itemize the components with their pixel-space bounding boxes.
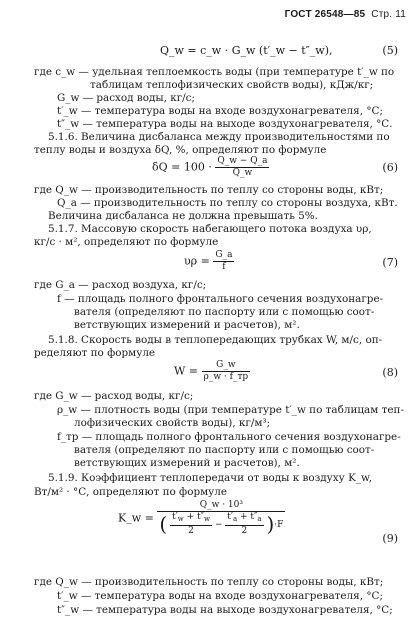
equation-6 <box>152 156 269 179</box>
equation-7-lhs: υρ = <box>184 254 210 268</box>
equation-9-numerator: Q_w · 10³ <box>157 500 285 512</box>
section-517-line-1: 5.1.7. Массовую скорость набегающего потока воздуха υρ, <box>48 223 372 235</box>
section-517-line-2: кг/с · м², определяют по формуле <box>34 236 219 248</box>
def6-line-1: где Q_w — производительность по теплу со стороны воды, кВт; <box>34 184 384 196</box>
def5-line-3: G_w — расход воды, кг/с; <box>57 92 196 104</box>
section-516-line-2: теплу воды и воздуха δQ, %, определяют по формуле <box>34 144 327 156</box>
def8-line-3: лофизических свойств воды), кг/м³; <box>74 417 271 429</box>
def8-line-6: ветствующих измерений и расчетов), м². <box>74 457 300 469</box>
equation-8 <box>174 360 250 383</box>
equation-5: Q_w = c_w · G_w (t′_w − t″_w), <box>160 44 333 57</box>
equation-5-number: (5) <box>382 44 398 57</box>
section-518-line-2: ределяют по формуле <box>34 347 156 359</box>
equation-8-fraction <box>202 360 251 383</box>
equation-7 <box>184 250 234 273</box>
page-header <box>285 9 406 20</box>
def5-line-2: таблицам теплофизических свойств воды), кДж/кг; <box>90 79 374 91</box>
equation-9-lhs: K_w = <box>118 511 154 525</box>
equation-6-fraction <box>215 156 269 179</box>
equation-8-lhs: W = <box>174 364 199 378</box>
def5-line-1: где c_w — удельная теплоемкость воды (при температуре t′_w по <box>34 66 395 78</box>
def7-line-4: ветствующих измерений и расчетов), м². <box>74 319 300 331</box>
equation-7-number: (7) <box>382 256 398 269</box>
equation-9-denominator: ( $\frac{t'_w + t''_w}{2}$ − $\frac{t'_a + t''_a}{2}$ )·F <box>159 512 284 536</box>
standard-number: ГОСТ 26548—85 <box>284 9 366 20</box>
equation-7-numerator: G_a <box>215 250 233 260</box>
equation-8-numerator: G_w <box>202 360 251 372</box>
equation-7-fraction <box>213 250 234 273</box>
section-519-line-1: 5.1.9. Коэффициент теплопередачи от воды к воздуху K_w, <box>48 472 372 484</box>
def9-line-3: t″_w — температура воды на выходе воздухонагревателя, °С; <box>57 604 393 616</box>
def9-line-2: t′_w — температура воды на входе воздухонагревателя, °С; <box>57 590 383 602</box>
equation-6-numerator: Q_w − Q_a <box>217 156 268 166</box>
equation-9-number: (9) <box>382 532 398 545</box>
equation-8-number: (8) <box>382 366 398 379</box>
def7-line-2: f — площадь полного фронтального сечения воздухонагре- <box>57 293 384 305</box>
def5-line-5: t″_w — температура воды на выходе воздухонагревателя, °С. <box>57 118 393 130</box>
def6-line-3: Величина дисбаланса не должна превышать 5%. <box>48 210 318 222</box>
def7-line-1: где G_a — расход воздуха, кг/с; <box>34 279 207 291</box>
page-number: Стр. 11 <box>371 9 406 20</box>
def7-line-3: вателя (определяют по паспорту или с помощью соот- <box>74 306 375 318</box>
def6-line-2: Q_a — производительность по теплу со стороны воздуха, кВт. <box>57 197 398 209</box>
section-518-line-1: 5.1.8. Скорость воды в теплопередающих трубках W, м/с, оп- <box>48 334 383 346</box>
def5-line-4: t′_w — температура воды на входе воздухонагревателя, °С; <box>57 105 383 117</box>
section-516-line-1: 5.1.6. Величина дисбаланса между производительностями по <box>48 131 390 143</box>
equation-8-denominator: ρ_w · f_тр <box>203 372 249 382</box>
equation-6-lhs: δQ = 100 · <box>152 160 212 174</box>
equation-6-denominator: Q_w <box>232 168 253 178</box>
equation-7-denominator: f <box>222 262 226 272</box>
equation-9 <box>118 500 285 537</box>
def8-line-1: где G_w — расход воды, кг/с; <box>34 390 194 402</box>
equation-6-number: (6) <box>382 161 398 174</box>
def8-line-5: вателя (определяют по паспорту или с помощью соот- <box>74 444 375 456</box>
def8-line-2: ρ_w — плотность воды (при температуре t′_w по таблицам теп- <box>57 404 404 416</box>
def9-line-1: где Q_w — производительность по теплу со стороны воды, кВт; <box>34 576 384 588</box>
equation-9-fraction <box>157 500 285 537</box>
section-519-line-2: Вт/м² · °С, определяют по формуле <box>34 486 228 498</box>
def8-line-4: f_тр — площадь полного фронтального сечения воздухонагре- <box>57 431 401 443</box>
